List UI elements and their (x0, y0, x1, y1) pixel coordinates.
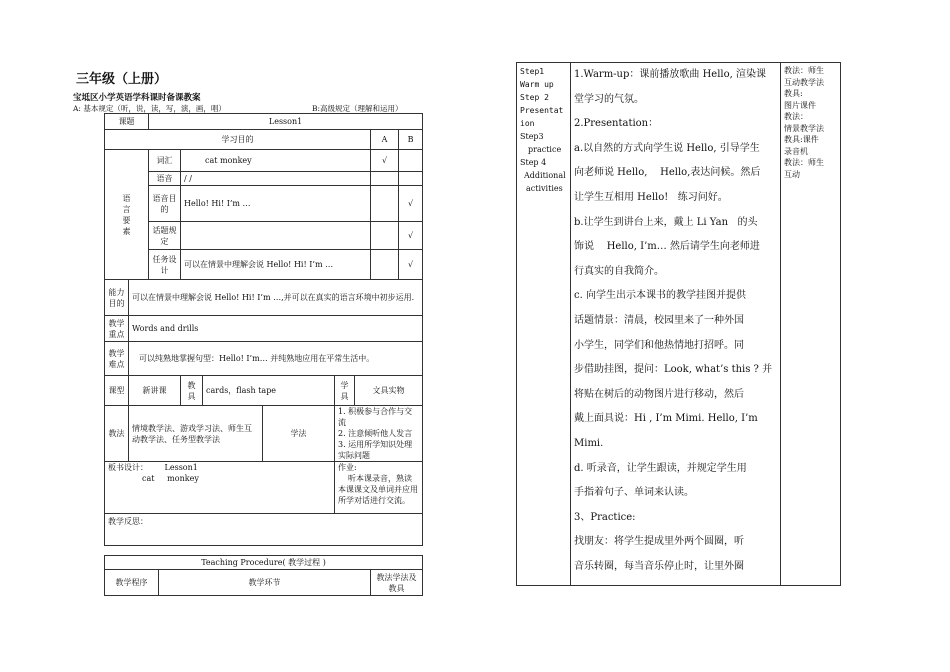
procedure-detail-table (516, 62, 841, 586)
topic-req-a (371, 222, 399, 250)
col-a-header: A (371, 130, 399, 150)
lesson-plan-table (104, 113, 423, 546)
procedure-col-method: 教法学法及教具 (371, 570, 423, 596)
method-line: 图片课件 (784, 100, 816, 110)
method-line: 教法： (784, 112, 808, 121)
methods-column (781, 63, 841, 586)
vocab-a: √ (371, 150, 399, 172)
task-b: √ (399, 250, 423, 280)
procedure-col-program: 教学程序 (105, 570, 159, 596)
method-line: 教法：师生 (784, 66, 824, 75)
vocab-value: cat monkey (181, 150, 371, 172)
grade-title: 三年级（上册） (76, 72, 168, 87)
lecture-line: 饰说 Hello, I’m… 然后请学生向老师进 (574, 241, 760, 253)
topic-req-label: 话题规定 (149, 222, 181, 250)
lecture-line: Mimi. (574, 437, 604, 449)
step-label: Step1 (520, 67, 545, 76)
teaching-tools-label: 教具 (181, 376, 203, 406)
difficulty-label: 教学难点 (105, 342, 129, 376)
ability-value: 可以在情景中理解会说 Hello! Hi! I’m …,并可以在真实的语言环境中初步运用. (129, 280, 423, 316)
col-b-header: B (399, 130, 423, 150)
lecture-line: 3、Practice: (574, 511, 636, 523)
student-tools-value: 文具实物 (355, 376, 423, 406)
learning-item: 2. 注意倾听他人发言 (338, 429, 413, 438)
lecture-line: 1.Warm-up：课前播放歌曲 Hello, 渲染课 (574, 69, 766, 80)
lecture-line: 步借助挂图，提问：Look, what’s this ? 并 (574, 364, 773, 376)
lecture-line: a.以自然的方式向学生说 Hello, 引导学生 (574, 142, 760, 154)
lecture-line: 音乐转圈，每当音乐停止时，让里外圈 (574, 560, 744, 572)
procedure-table (104, 555, 423, 596)
phonics-a (371, 172, 399, 186)
phonics-value: / / (181, 172, 371, 186)
lecture-line: 话题情景：清晨，校园里来了一种外国 (574, 314, 744, 326)
key-point-label: 教学重点 (105, 316, 129, 342)
method-line: 录音机 (784, 146, 808, 156)
language-elements-label: 语 言 要 素 (105, 150, 149, 280)
lecture-line: 让学生互相用 Hello! 练习问好。 (574, 191, 728, 203)
homework-cell (335, 462, 423, 514)
board-lesson: Lesson1 (164, 463, 198, 472)
step-label: Step 4 (520, 158, 547, 167)
step-label: Presentat (520, 106, 564, 115)
lecture-line: c. 向学生出示本课书的教学挂图并提供 (574, 290, 746, 302)
step-label: Additional (524, 171, 566, 180)
lecture-line: 戴上面具说：Hi , I’m Mimi. Hello, I’m (574, 413, 758, 425)
method-line: 互动教学法 (784, 77, 824, 87)
homework-label: 作业: (338, 463, 357, 472)
lecture-line: 向老师说 Hello, Hello,表达问候。然后 (574, 167, 761, 179)
teaching-method-label: 教法 (105, 406, 129, 462)
homework-value: 听本课录音，熟读本课课文及单词并应用所学对话进行交流。 (338, 474, 418, 505)
procedure-title: Teaching Procedure( 教学过程 ) (105, 556, 423, 570)
learning-item: 1. 积极参与合作与交流 (338, 407, 413, 427)
student-tools-label: 学具 (335, 376, 355, 406)
document-subtitle: 宝坻区小学英语学科课时备课教案 (73, 93, 201, 103)
learning-method-label: 学法 (263, 406, 335, 462)
step-label: Warm up (520, 80, 554, 89)
steps-column (517, 63, 571, 586)
learning-item: 3. 运用所学知识处理实际问题 (338, 440, 413, 460)
learning-method-list (335, 406, 423, 462)
step-label: ion (520, 119, 535, 128)
lecture-line: 小学生，同学们和他热情地打招呼。同 (574, 339, 744, 351)
board-design-label: 板书设计： (108, 463, 148, 472)
lecture-line: b.让学生到讲台上来，戴上 Li Yan 的头 (574, 216, 758, 228)
ability-label: 能力目的 (105, 280, 129, 316)
board-design-cell (105, 462, 335, 514)
teaching-method-value: 情境教学法、游戏学习法、师生互动教学法、任务型教学法 (129, 406, 263, 462)
lecture-line: 堂学习的气氛。 (574, 93, 644, 105)
phonics-label: 语音 (149, 172, 181, 186)
requirement-a: A: 基本规定（听，说，读，写，演，画，唱） (73, 104, 226, 113)
speech-goal-value: Hello! Hi! I’m … (181, 186, 371, 222)
lecture-line: 行真实的自我简介。 (574, 265, 664, 277)
task-label: 任务设计 (149, 250, 181, 280)
procedure-col-step: 教学环节 (159, 570, 371, 596)
speech-goal-label: 语音目的 (149, 186, 181, 222)
lecture-line: 将贴在树后的动物图片进行移动，然后 (574, 388, 744, 400)
step-label: practice (528, 145, 562, 154)
step-label: Step 2 (520, 93, 549, 102)
method-line: 教具: (784, 89, 803, 98)
method-line: 教具:课件 (784, 135, 819, 144)
vocab-label: 词汇 (149, 150, 181, 172)
reflection-label: 教学反思： (105, 514, 423, 546)
teaching-tools-value: cards，flash tape (203, 376, 335, 406)
phonics-b (399, 172, 423, 186)
topic-req-b: √ (399, 222, 423, 250)
task-value: 可以在情景中理解会说 Hello! Hi! I’m … (181, 250, 371, 280)
method-line: 互动 (784, 169, 800, 179)
lesson-type-value: 新讲课 (129, 376, 181, 406)
lecture-line: d. 听录音，让学生跟读，并规定学生用 (574, 462, 747, 474)
key-point-value: Words and drills (129, 316, 423, 342)
requirement-b: B:高级规定（理解和运用） (312, 104, 403, 113)
lecture-line: 找朋友：将学生提成里外两个圆圈，听 (574, 536, 744, 548)
lesson-type-label: 课型 (105, 376, 129, 406)
lecture-line: 手指着句子、单词来认读。 (574, 487, 694, 499)
goal-header: 学习目的 (105, 130, 371, 150)
vocab-b (399, 150, 423, 172)
step-label: activities (526, 184, 563, 193)
topic-value: Lesson1 (149, 114, 423, 130)
topic-req-value (181, 222, 371, 250)
board-words: cat monkey (142, 474, 199, 483)
difficulty-value: 可以纯熟地掌握句型：Hello! I’m… 并纯熟地应用在平常生活中。 (129, 342, 423, 376)
step-label: Step3 (520, 132, 544, 141)
method-line: 教法：师生 (784, 158, 824, 167)
topic-label: 课题 (105, 114, 149, 130)
speech-goal-b: √ (399, 186, 423, 222)
method-line: 情景教学法 (784, 123, 824, 133)
task-a (371, 250, 399, 280)
lecture-line: 2.Presentation： (574, 118, 659, 130)
speech-goal-a (371, 186, 399, 222)
lecture-column (571, 63, 781, 586)
